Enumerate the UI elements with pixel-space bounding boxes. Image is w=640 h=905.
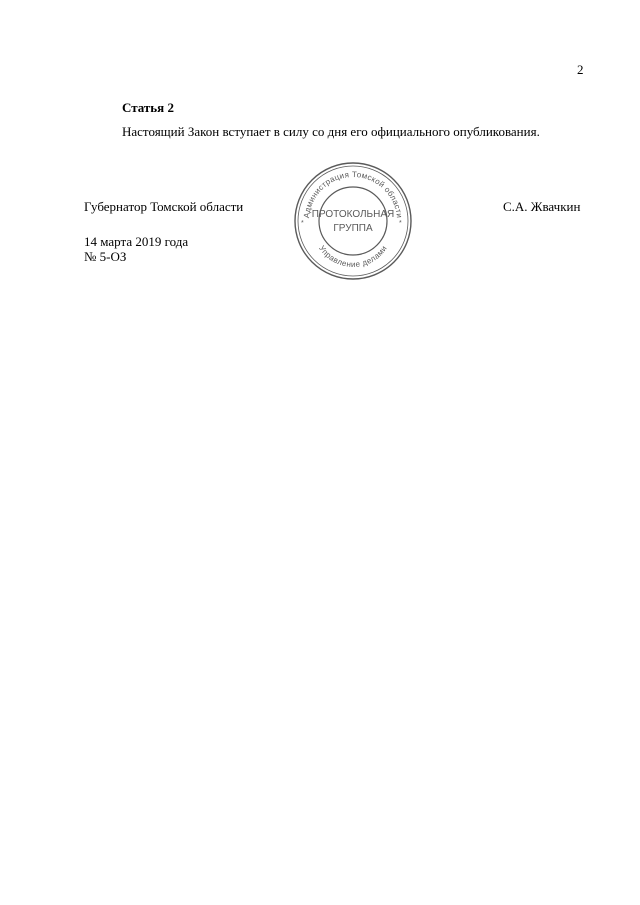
stamp-center-line-2: ГРУППА — [333, 223, 373, 234]
svg-text:Управление делами — [317, 244, 389, 269]
article-heading: Статья 2 — [122, 100, 174, 115]
stamp-center-line-1: ПРОТОКОЛЬНАЯ — [311, 209, 395, 220]
page-number: 2 — [577, 62, 584, 77]
law-number: № 5-ОЗ — [84, 249, 127, 264]
article-body: Настоящий Закон вступает в силу со дня его официального опубликования. — [122, 124, 540, 139]
signer-name: С.А. Жвачкин — [503, 199, 581, 214]
svg-text:*: * — [301, 220, 304, 227]
signature-date: 14 марта 2019 года — [84, 234, 189, 249]
stamp-outer-text-top: Администрация Томской области — [302, 169, 404, 219]
official-stamp — [291, 159, 415, 283]
svg-text:*: * — [399, 220, 402, 227]
stamp-outer-text-bottom: Управление делами — [317, 243, 389, 270]
signer-title: Губернатор Томской области — [84, 199, 244, 214]
